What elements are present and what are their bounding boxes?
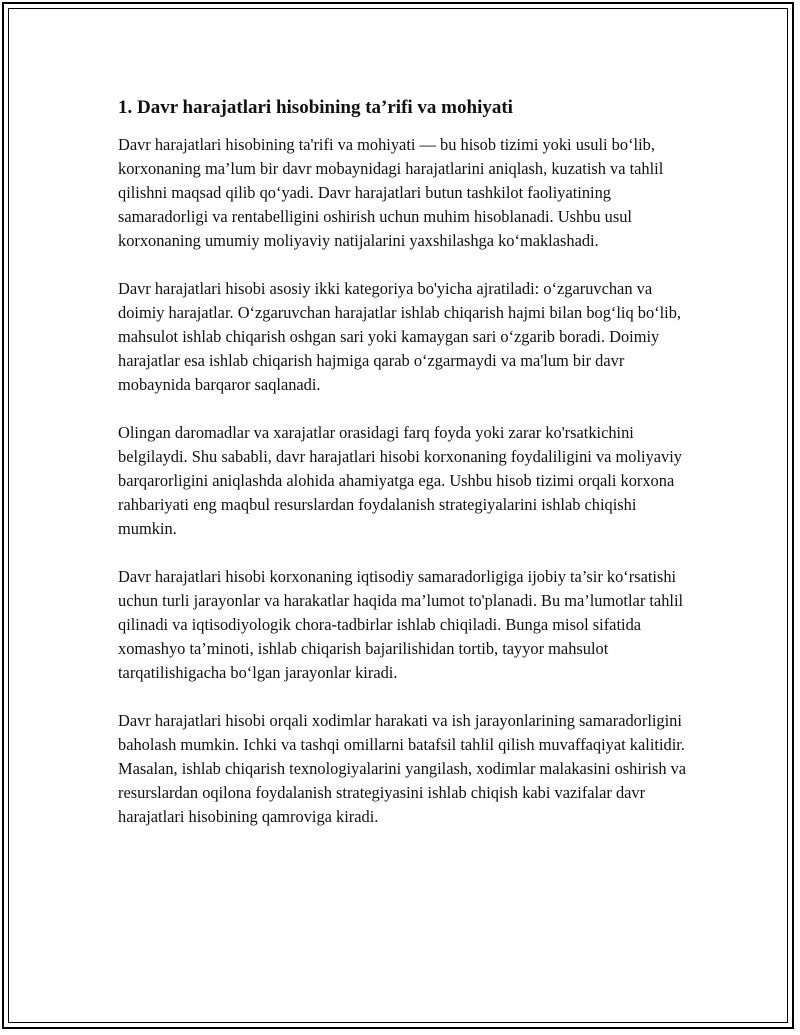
paragraph-2: Davr harajatlari hisobi asosiy ikki kategoriya bo'yicha ajratiladi: o‘zgaruvchan va doimiy harajatlar. O‘zgaruvchan harajatlar ishlab chiqarish hajmi bilan bog‘liq bo‘lib, mahsulot ishlab chiqarish oshgan sari yoki kamaygan sari o‘zgarib boradi. Doimiy harajatlar esa ishlab chiqarish hajmiga qarab o‘zgarmaydi va ma'lum bir davr mobaynida barqaror saqlanadi.: [118, 279, 682, 394]
paragraph-3: Olingan daromadlar va xarajatlar orasidagi farq foyda yoki zarar ko'rsatkichini belgilaydi. Shu sababli, davr harajatlari hisobi korxonaning foydaliligini va moliyaviy barqarorligini aniqlashda alohida ahamiyatga ega. Ushbu hisob tizimi orqali korxona rahbariyati eng maqbul resurslardan foydalanish strategiyalarini ishlab chiqishi mumkin.: [118, 423, 682, 538]
document-body: [118, 96, 693, 853]
paragraph-5: Davr harajatlari hisobi orqali xodimlar harakati va ish jarayonlarining samaradorligini baholash mumkin. Ichki va tashqi omillarni batafsil tahlil qilish muvaffaqiyat kalitidir. Masalan, ishlab chiqarish texnologiyalarini yangilash, xodimlar malakasini oshirish va resurslardan oqilona foydalanish strategiyasini ishlab chiqish kabi vazifalar davr harajatlari hisobining qamroviga kiradi.: [118, 711, 687, 826]
paragraph-1: Davr harajatlari hisobining ta'rifi va mohiyati — bu hisob tizimi yoki usuli bo‘lib, korxonaning ma’lum bir davr mobaynidagi harajatlarini aniqlash, kuzatish va tahlil qilishni maqsad qilib qo‘yadi. Davr harajatlari butun tashkilot faoliyatining samaradorligi va rentabelligini oshirish uchun muhim hisoblanadi. Ushbu usul korxonaning umumiy moliyaviy natijalarini yaxshilashga ko‘maklashadi.: [118, 135, 664, 250]
section-heading: 1. Davr harajatlari hisobining ta’rifi va mohiyati: [118, 97, 513, 118]
paragraph-4: Davr harajatlari hisobi korxonaning iqtisodiy samaradorligiga ijobiy ta’sir ko‘rsatishi uchun turli jarayonlar va harakatlar haqida ma’lumot to'planadi. Bu ma’lumotlar tahlil qilinadi va iqtisodiyologik chora-tadbirlar ishlab chiqiladi. Bunga misol sifatida xomashyo ta’minoti, ishlab chiqarish bajarilishidan tortib, tayyor mahsulot tarqatilishigacha bo‘lgan jarayonlar kiradi.: [118, 567, 684, 682]
